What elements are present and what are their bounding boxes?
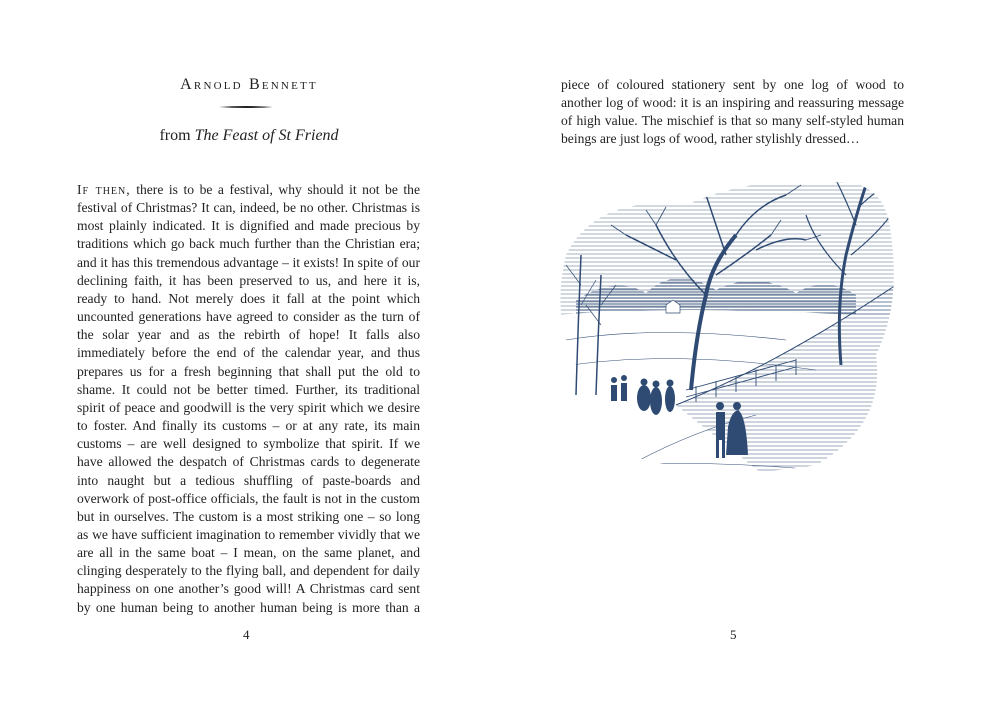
right-page: [498, 0, 996, 702]
author-heading: Arnold Bennett: [180, 76, 318, 93]
winter-landscape-illustration: [556, 165, 906, 481]
subtitle-prefix: from: [159, 127, 195, 144]
left-body-text: [77, 181, 420, 617]
right-body-text: [561, 76, 904, 149]
right-body: piece of coloured stationery sent by one log of wood to another log of wood: it is an inspiring and reassuring message of high value. The mischief is that so many self-styled human beings are just logs of wood, rather stylishly dressed…: [561, 77, 904, 147]
piece-subtitle: [0, 127, 498, 145]
work-title: The Feast of St Friend: [194, 127, 339, 144]
page-number-right: 5: [730, 627, 737, 642]
left-paragraph: [77, 181, 420, 617]
lead-in: If then,: [77, 182, 131, 197]
page-number-left: 4: [243, 627, 250, 642]
left-body: there is to be a festival, why should it not be the festival of Christmas? It can, indeed, be no other. Christmas is most plainly indicated. It is dignified and made precious by traditions which go back much further than the Christian era; and it has this tremendous advantage – it exists! In spite of our declining faith, it has been preserved to us, and here it is, ready to hand. Not merely does it fall at the point which uncounted generations have agreed to consider as the turn of the solar year and as the rebirth of hope! It falls also immediately before the end of the calendar year, and thus prepares us for a fresh beginning that shall put the old to shame. It could not be better timed. Further, its traditional spirit of peace and goodwill is the very spirit which we desire to foster. And finally its customs – or at any rate, its main customs – are well designed to symbolize that spirit. If we have allowed the despatch of Christmas cards to degenerate into naught but a tedious shuffling of paste-boards and overwork of post-office officials, the fault is not in the custom but in ourselves. The custom is a most striking one – so long as we have sufficient imagination to remember vividly that we are all in the same boat – I mean, on the same planet, and clinging desperately to the flying ball, and dependent for daily happiness on one another’s good will! A Christmas card sent by one human being to another human being is more than a: [77, 182, 421, 615]
